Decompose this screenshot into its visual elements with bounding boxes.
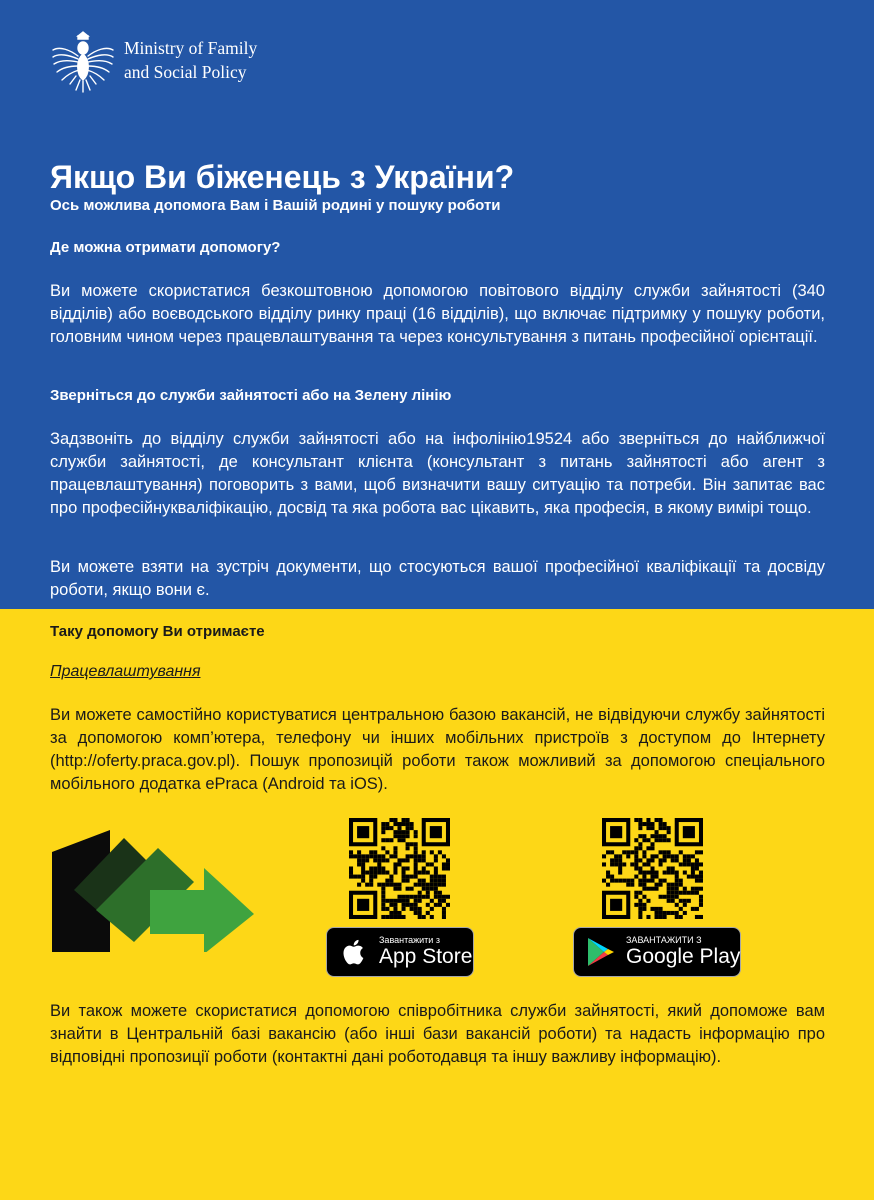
page-title: Якщо Ви біженець з України? (50, 159, 515, 195)
ministry-name (124, 36, 257, 84)
apple-icon (337, 935, 371, 969)
google-play-small-label: ЗАВАНТАЖИТИ З (626, 935, 702, 945)
qr-code-google-play-icon (602, 818, 703, 919)
app-store-big-label: App Store (379, 945, 473, 968)
epraca-arrows-logo (52, 830, 256, 952)
employment-link[interactable]: Працевлаштування (50, 663, 201, 680)
section-text-where: Ви можете скористатися безкоштовною допомогою повітового відділу служби зайнятості (340 відділів) або воєводського відділу ринку праці (16 відділів), що включає підтримку у пошуку роботи, головним чином через працевлаштування та через консультування з питань професійної орієнтації. (50, 282, 825, 346)
page-subtitle: Ось можлива допомога Вам і Вашій родині у пошуку роботи (50, 197, 501, 214)
ministry-line1: Ministry of Family (124, 38, 258, 58)
qr-code-app-store-icon (349, 818, 450, 919)
ministry-line2: and Social Policy (124, 62, 247, 82)
section-heading-where: Де можна отримати допомогу? (50, 239, 281, 256)
section-text-database: Ви можете самостійно користуватися центральною базою вакансій, не відвідуючи службу зайнятості за допомогою комп’ютера, телефону чи інших мобільних пристроїв з доступом до Інтернету (http://oferty.praca.gov.pl). Пошук пропозицій роботи також можливий за допомогою спеціального мобільного додатка ePraca (Android та iOS). (50, 706, 825, 793)
section-text-documents: Ви можете взяти на зустріч документи, що стосуються вашої професійної кваліфікації та досвіду роботи, якщо вони є. (50, 558, 825, 599)
google-play-big-label: Google Play (626, 945, 741, 968)
app-store-button[interactable] (326, 927, 474, 977)
app-store-small-label: Завантажити з (379, 935, 440, 945)
google-play-icon (586, 936, 616, 968)
section-text-contact: Задзвоніть до відділу служби зайнятості або на інфолінію19524 або зверніться до найближчої служби зайнятості, де консультант клієнта (консультант з питань зайнятості або агент з працевлаштування) поговорить з вами, щоб визначити вашу ситуацію та потреби. Він запитає вас про професійнукваліфікацію, досвід та яка робота вас цікавить, яка професія, в якому вимірі тощо. (50, 430, 825, 517)
section-heading-help: Таку допомогу Ви отримаєте (50, 623, 265, 640)
polish-eagle-icon (50, 26, 116, 94)
google-play-button[interactable] (573, 927, 741, 977)
section-text-advisor: Ви також можете скористатися допомогою співробітника служби зайнятості, який допоможе вам знайти в Центральній базі вакансію (або інші бази вакансій роботи) та надасть інформацію про відповідні пропозиції роботи (контактні дані роботодавця та іншу важливу інформацію). (50, 1002, 825, 1066)
section-heading-contact: Зверніться до служби зайнятості або на Зелену лінію (50, 387, 452, 404)
